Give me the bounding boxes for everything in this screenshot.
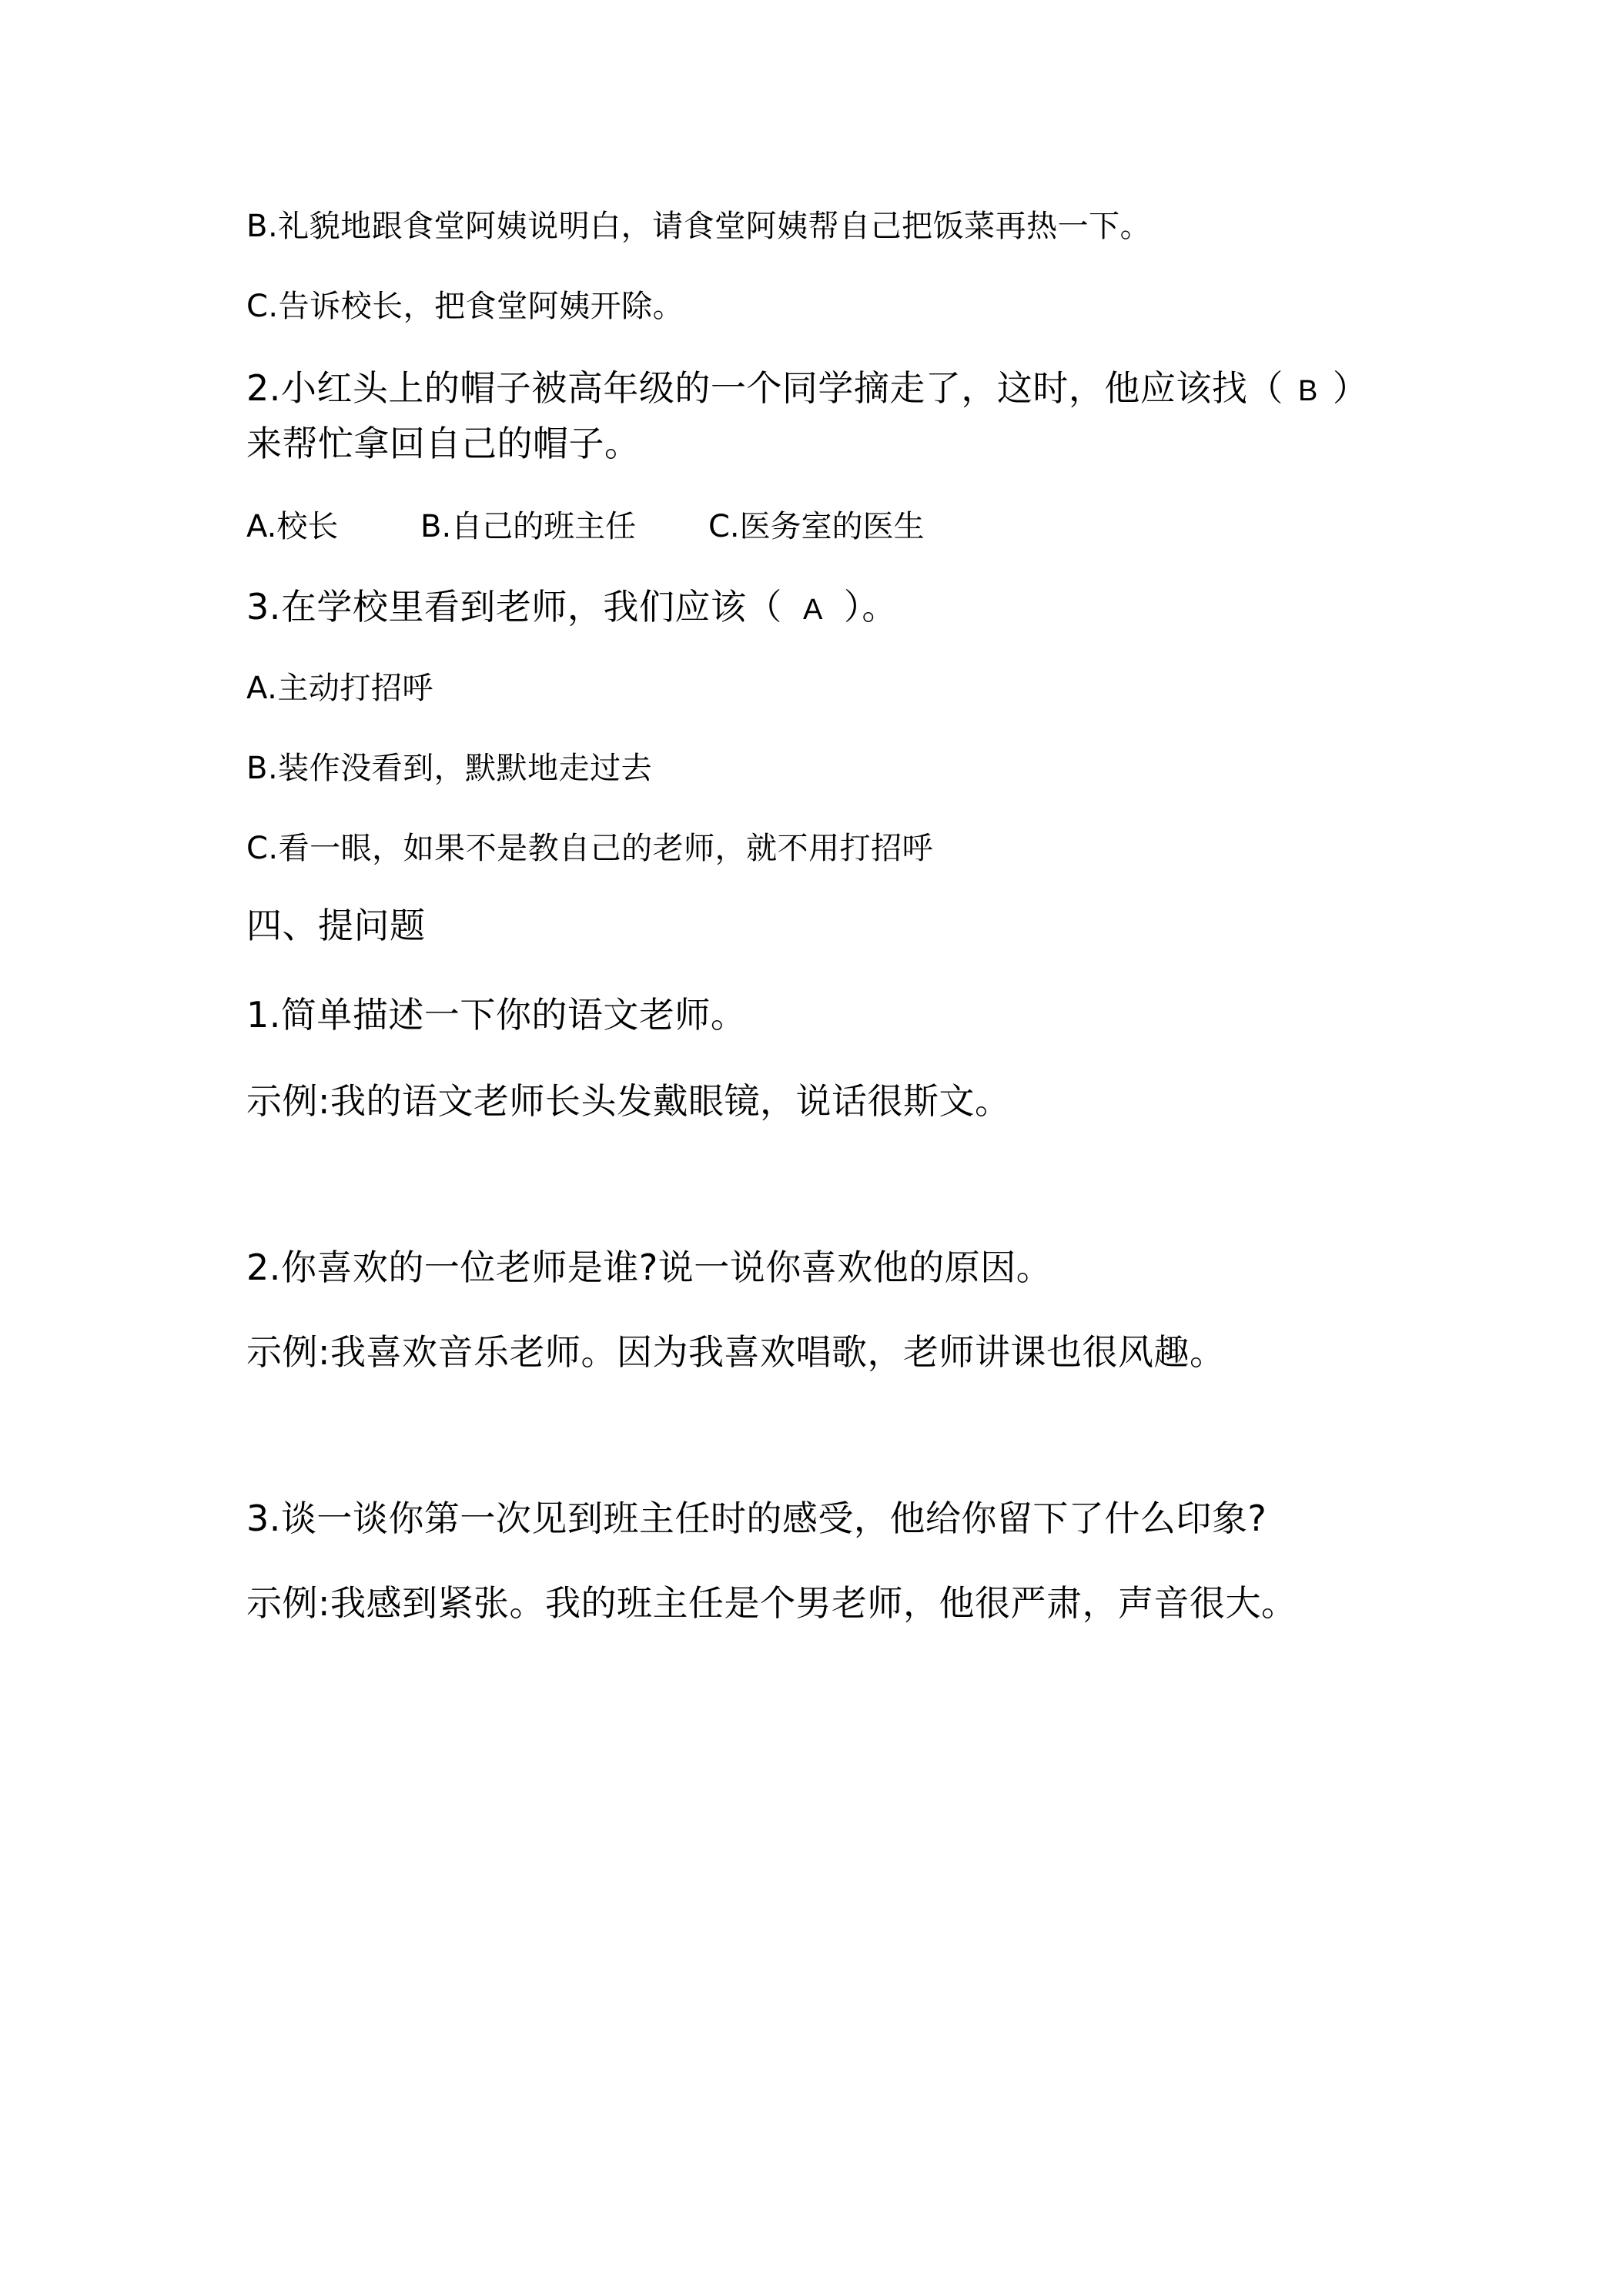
q2-text-after: ）: [1332, 367, 1369, 409]
q2-text-before: 2.小红头上的帽子被高年级的一个同学摘走了，这时，他应该找（: [246, 367, 1283, 409]
prev-option-b: B.礼貌地跟食堂阿姨说明白，请食堂阿姨帮自己把饭菜再热一下。: [246, 209, 1152, 244]
q3-answer: A: [802, 594, 823, 626]
s4-question-3: 3.谈一谈你第一次见到班主任时的感受，他给你留下了什么印象?: [246, 1498, 1267, 1539]
q2-line1: [246, 360, 1368, 411]
q2-option-a: A.校长: [246, 509, 339, 544]
prev-option-c: C.告诉校长，把食堂阿姨开除。: [246, 289, 684, 324]
q3-text-after: ）。: [843, 586, 898, 628]
q2-option-b: B.自己的班主任: [420, 509, 637, 544]
section-4-title: 四、提问题: [246, 905, 426, 946]
s4-question-1: 1.简单描述一下你的语文老师。: [246, 994, 747, 1036]
s4-example-2: 示例:我喜欢音乐老师。因为我喜欢唱歌，老师讲课也很风趣。: [246, 1331, 1226, 1373]
q3-option-b: B.装作没看到，默默地走过去: [246, 751, 653, 786]
s4-example-1: 示例:我的语文老师长头发戴眼镜，说话很斯文。: [246, 1080, 1011, 1122]
s4-question-2: 2.你喜欢的一位老师是谁?说一说你喜欢他的原因。: [246, 1247, 1052, 1288]
q2-option-c: C.医务室的医生: [708, 509, 925, 544]
q3-text-before: 3.在学校里看到老师，我们应该（: [246, 586, 782, 628]
q3-question: [246, 579, 898, 630]
q2-answer: B: [1297, 375, 1318, 407]
q3-option-a: A.主动打招呼: [246, 671, 433, 706]
q2-line2: 来帮忙拿回自己的帽子。: [246, 423, 641, 464]
s4-example-3: 示例:我感到紧张。我的班主任是个男老师，他很严肃，声音很大。: [246, 1582, 1297, 1624]
q3-option-c: C.看一眼，如果不是教自己的老师，就不用打招呼: [246, 831, 934, 866]
